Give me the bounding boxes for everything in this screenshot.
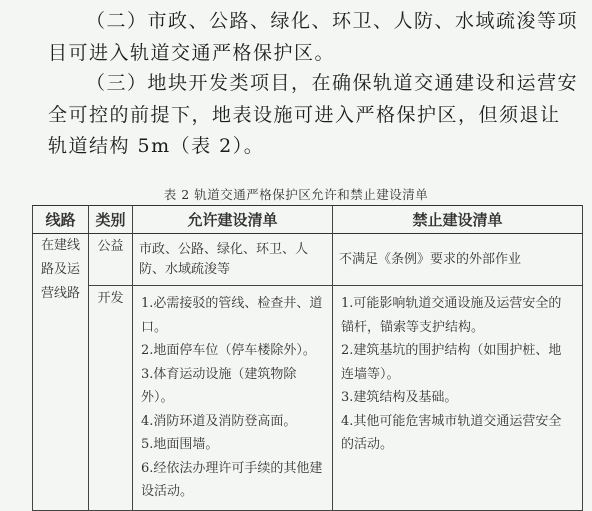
list-item: 6.经依法办理许可手续的其他建设活动。: [141, 460, 323, 499]
table-header-row: [33, 206, 583, 234]
header-category: 类别: [89, 206, 133, 234]
list-item: 3.体育运动设施（建筑物除外）。: [141, 366, 297, 405]
forbidden-list-cell: [333, 286, 583, 511]
category-cell: 公益: [89, 234, 133, 286]
paragraph-text: （二）市政、公路、绿化、环卫、人防、水域疏浚等项目可进入轨道交通严格保护区。: [48, 10, 579, 64]
list-item: 2.建筑基坑的围护结构（如围护桩、地连墙等）。: [341, 343, 562, 382]
list-item: 5.地面围墙。: [141, 437, 219, 452]
table-row: [33, 286, 583, 511]
header-line: 线路: [33, 206, 89, 234]
allowed-cell: 市政、公路、绿化、环卫、人防、水域疏浚等: [133, 234, 333, 286]
table-caption: 表 2 轨道交通严格保护区允许和禁止建设清单: [163, 187, 429, 202]
paragraph-2: [48, 6, 578, 69]
allowed-list-cell: [133, 286, 333, 511]
construction-list-table: [32, 205, 583, 511]
paragraph-3: [48, 68, 578, 163]
table-row: [33, 234, 583, 286]
line-cell: 在建线路及运营线路: [33, 234, 89, 511]
category-cell: 开发: [89, 286, 133, 511]
list-item: 2.地面停车位（停车楼除外）。: [141, 343, 316, 358]
forbidden-cell: 不满足《条例》要求的外部作业: [333, 234, 583, 286]
header-allowed: 允许建设清单: [133, 206, 333, 234]
list-item: 4.其他可能危害城市轨道交通运营安全的活动。: [341, 413, 562, 452]
header-forbidden: 禁止建设清单: [333, 206, 583, 234]
list-item: 1.必需接驳的管线、检查井、道口。: [141, 296, 323, 335]
list-item: 1.可能影响轨道交通设施及运营安全的锚杆，锚索等支护结构。: [341, 296, 562, 335]
list-item: 3.建筑结构及基础。: [341, 390, 458, 405]
list-item: 4.消防环道及消防登高面。: [141, 413, 297, 429]
paragraph-text: （三）地块开发类项目，在确保轨道交通建设和运营安全可控的前提下，地表设施可进入严格保护区，但须退让轨道结构 5m（表 2）。: [48, 72, 579, 157]
